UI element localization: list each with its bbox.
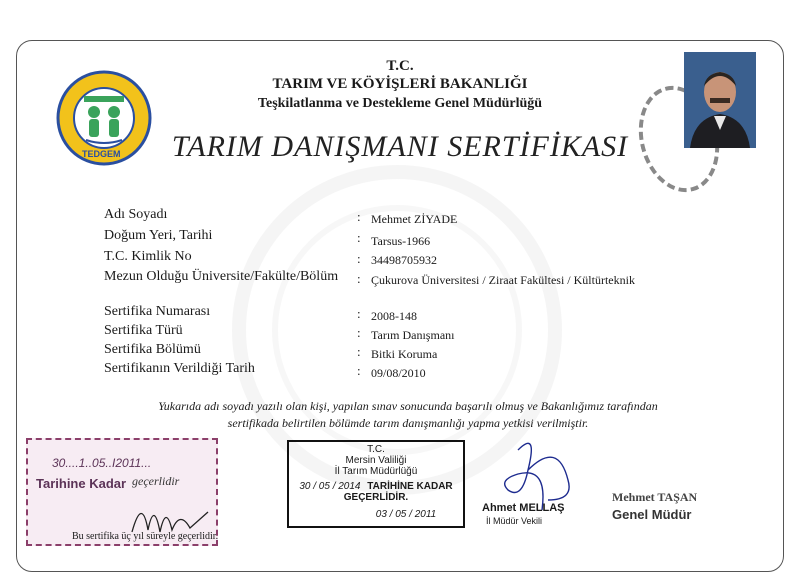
stamp-line: TARİHİNE KADAR [367,481,453,492]
pink-stamp-date: 30....1..05..I2011... [52,456,152,470]
field-colon: : [357,325,361,340]
header-ministry: TARIM VE KÖYİŞLERİ BAKANLIĞI [272,76,528,92]
header-directorate: Teşkilatlanma ve Destekleme Genel Müdürlüğü [257,96,543,111]
field-label: Sertifikanın Verildiği Tarih [104,361,255,376]
field-label: Sertifika Numarası [104,304,211,319]
field-value: 2008-148 [371,309,417,323]
field-colon: : [357,363,361,378]
stamp-line: GEÇERLİDİR. [343,492,409,503]
header-tc: T.C. [386,58,414,74]
field-colon: : [357,271,361,286]
statement-line: sertifikada belirtilen bölümde tarım danışmanlığı yapma yetkisi verilmiştir. [227,416,589,430]
field-value: Mehmet ZİYADE [371,212,458,226]
provincial-stamp [287,440,465,528]
signatory-right-name: Mehmet TAŞAN [612,490,698,504]
field-label: Sertifika Türü [104,323,183,338]
field-label: Doğum Yeri, Tarihi [104,228,213,243]
signatory-right-title: Genel Müdür [612,507,692,522]
pink-stamp-label: Tarihine Kadar [36,476,127,491]
validity-note: Bu sertifika üç yıl süreyle geçerlidir. [72,531,219,542]
validity-stamp-pink [26,438,218,546]
logo-name: TEDGEM [82,149,121,159]
field-label: Mezun Olduğu Üniversite/Fakülte/Bölüm [104,269,339,284]
signatory-left-title: İl Müdür Vekili [486,516,543,526]
stamp-line: T.C. [367,444,385,455]
field-colon: : [357,230,361,245]
field-value: 09/08/2010 [371,366,426,380]
field-value: Bitki Koruma [371,347,438,361]
field-colon: : [357,209,361,224]
signatory-left-name: Ahmet MELLAŞ [482,502,565,514]
stamp-date: 30 / 05 / 2014 [299,481,361,492]
stamp-line: Mersin Valiliği [345,455,407,466]
field-label: Sertifika Bölümü [104,342,201,357]
field-label: T.C. Kimlik No [104,249,192,264]
field-colon: : [357,251,361,266]
field-label: Adı Soyadı [104,207,168,222]
field-colon: : [357,344,361,359]
stamp-line: İl Tarım Müdürlüğü [334,466,418,477]
pink-stamp-signature-text: geçerlidir [132,474,180,488]
certificate-title: TARIM DANIŞMANI SERTİFİKASI [171,130,629,163]
field-value: Çukurova Üniversitesi / Ziraat Fakültesi / Kültürteknik [371,273,635,287]
field-value: Tarsus-1966 [371,234,431,248]
stamp-date2: 03 / 05 / 2011 [375,509,437,520]
statement-line: Yukarıda adı soyadı yazılı olan kişi, yapılan sınav sonucunda başarılı olmuş ve Bakanlığımız tarafından [158,399,658,413]
field-value: 34498705932 [371,253,437,267]
signature-left-icon [478,430,588,530]
field-value: Tarım Danışmanı [371,328,455,342]
field-colon: : [357,306,361,321]
